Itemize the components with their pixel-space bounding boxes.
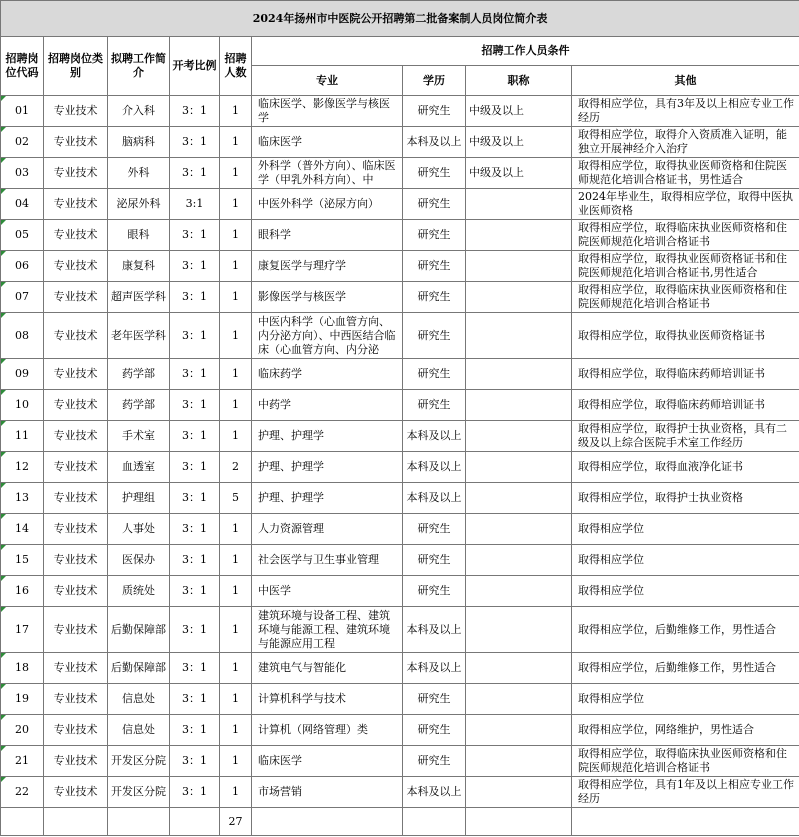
cell-dept: 人事处 [108,514,170,545]
table-row [1,514,799,545]
cell-dept: 泌尿外科 [108,189,170,220]
cell-dept: 开发区分院 [108,777,170,808]
cell-dept: 超声医学科 [108,282,170,313]
cell-other-text: 取得相应学位，取得临床执业医师资格和住院医师规范化培训合格证书 [578,747,787,774]
cell-edu: 本科及以上 [403,653,466,684]
cell-other-text: 取得相应学位，取得护士执业资格 [578,491,743,504]
cell-category: 专业技术 [44,189,108,220]
cell-other [572,483,799,514]
cell-count: 1 [220,715,252,746]
cell-title: 中级及以上 [466,158,572,189]
cell-code: 19 [1,684,44,715]
cell-edu: 研究生 [403,545,466,576]
cell-dept: 药学部 [108,390,170,421]
cell-dept: 护理组 [108,483,170,514]
cell-other-text: 取得相应学位，取得临床药师培训证书 [578,367,765,380]
cell-category: 专业技术 [44,452,108,483]
cell-major-text: 计算机（网络管理）类 [258,723,368,736]
table-row [1,607,799,653]
cell-major [252,653,403,684]
cell-category: 专业技术 [44,359,108,390]
cell-other [572,607,799,653]
cell-major-text: 临床药学 [258,367,302,380]
cell-ratio: 3：1 [170,251,220,282]
cell-other [572,282,799,313]
total-count: 27 [220,808,252,836]
cell-major-text: 中医内科学（心血管方向、内分泌方向）、中西医结合临床（心血管方向、内分泌 [258,314,396,356]
cell-title [466,220,572,251]
cell-major [252,359,403,390]
cell-major-text: 康复医学与理疗学 [258,259,346,272]
cell-category: 专业技术 [44,251,108,282]
cell-title [466,390,572,421]
cell-category: 专业技术 [44,746,108,777]
cell-category: 专业技术 [44,127,108,158]
cell-ratio: 3：1 [170,746,220,777]
cell-category: 专业技术 [44,715,108,746]
cell-title [466,282,572,313]
cell-edu: 研究生 [403,251,466,282]
cell-dept: 信息处 [108,715,170,746]
total-row [1,808,799,836]
cell-code: 16 [1,576,44,607]
cell-other-text: 取得相应学位，取得血液净化证书 [578,460,743,473]
total-empty [572,808,799,836]
cell-major [252,189,403,220]
cell-count: 1 [220,684,252,715]
cell-major [252,545,403,576]
cell-category: 专业技术 [44,607,108,653]
cell-dept: 老年医学科 [108,313,170,359]
cell-other [572,189,799,220]
cell-dept: 后勤保障部 [108,653,170,684]
total-empty [108,808,170,836]
cell-count: 1 [220,421,252,452]
cell-other [572,653,799,684]
cell-edu: 研究生 [403,576,466,607]
cell-count: 1 [220,514,252,545]
cell-major-text: 建筑环境与设备工程、建筑环境与能源工程、建筑环境与能源应用工程 [258,608,390,650]
cell-code: 21 [1,746,44,777]
cell-edu: 研究生 [403,390,466,421]
cell-major [252,282,403,313]
cell-major [252,158,403,189]
cell-code: 17 [1,607,44,653]
cell-dept: 药学部 [108,359,170,390]
cell-edu: 研究生 [403,158,466,189]
cell-other [572,127,799,158]
cell-code: 10 [1,390,44,421]
cell-edu: 本科及以上 [403,777,466,808]
cell-major-text: 外科学（普外方向）、临床医学（甲乳外科方向）、中 [258,159,396,186]
cell-edu: 研究生 [403,282,466,313]
cell-category: 专业技术 [44,421,108,452]
cell-code: 18 [1,653,44,684]
header-title: 职称 [466,66,572,96]
cell-other [572,421,799,452]
total-empty [403,808,466,836]
cell-other-text: 取得相应学位，取得护士执业资格，具有二级及以上综合医院手术室工作经历 [578,422,787,449]
cell-other [572,545,799,576]
cell-other-text: 取得相应学位，取得临床执业医师资格和住院医师规范化培训合格证书 [578,221,787,248]
cell-title [466,421,572,452]
cell-other-text: 取得相应学位，网络维护，男性适合 [578,723,754,736]
cell-dept: 血透室 [108,452,170,483]
cell-code: 15 [1,545,44,576]
cell-category: 专业技术 [44,390,108,421]
cell-dept: 后勤保障部 [108,607,170,653]
page-title: 2024年扬州市中医院公开招聘第二批备案制人员岗位简介表 [1,1,799,37]
cell-count: 1 [220,220,252,251]
cell-other-text: 取得相应学位，取得介入资质准入证明，能独立开展神经介入治疗 [578,128,787,155]
cell-edu: 本科及以上 [403,421,466,452]
cell-edu: 研究生 [403,514,466,545]
cell-title [466,251,572,282]
cell-major [252,313,403,359]
cell-category: 专业技术 [44,684,108,715]
cell-title [466,359,572,390]
header-code: 招聘岗位代码 [1,37,44,96]
cell-other-text: 2024年毕业生，取得相应学位，取得中医执业医师资格 [578,190,793,217]
cell-other [572,359,799,390]
cell-other-text: 取得相应学位，具有3年及以上相应专业工作经历 [578,97,794,124]
cell-code: 05 [1,220,44,251]
table-row [1,189,799,220]
cell-title [466,777,572,808]
table-body [1,96,799,808]
header-conditions: 招聘工作人员条件 [252,37,799,66]
cell-major [252,483,403,514]
cell-category: 专业技术 [44,158,108,189]
cell-category: 专业技术 [44,483,108,514]
table-row [1,390,799,421]
cell-count: 1 [220,653,252,684]
cell-edu: 研究生 [403,684,466,715]
cell-major [252,777,403,808]
cell-code: 11 [1,421,44,452]
cell-category: 专业技术 [44,777,108,808]
cell-major [252,746,403,777]
table-row [1,545,799,576]
header-edu: 学历 [403,66,466,96]
cell-code: 22 [1,777,44,808]
table-row [1,746,799,777]
cell-category: 专业技术 [44,282,108,313]
cell-other [572,390,799,421]
cell-count: 1 [220,158,252,189]
cell-code: 02 [1,127,44,158]
table-row [1,220,799,251]
header-dept: 拟聘工作简介 [108,37,170,96]
cell-major [252,127,403,158]
cell-ratio: 3：1 [170,483,220,514]
cell-count: 5 [220,483,252,514]
cell-category: 专业技术 [44,514,108,545]
cell-major-text: 护理、护理学 [258,491,324,504]
cell-title [466,483,572,514]
cell-title [466,715,572,746]
cell-code: 13 [1,483,44,514]
cell-other [572,452,799,483]
cell-other-text: 取得相应学位，具有1年及以上相应专业工作经历 [578,778,794,805]
cell-other [572,313,799,359]
table-row [1,777,799,808]
cell-ratio: 3：1 [170,359,220,390]
cell-code: 08 [1,313,44,359]
cell-ratio: 3：1 [170,452,220,483]
cell-major [252,576,403,607]
cell-other [572,251,799,282]
cell-other-text: 取得相应学位，取得执业医师资格证书和住院医师规范化培训合格证书,男性适合 [578,252,787,279]
cell-major [252,715,403,746]
cell-dept: 脑病科 [108,127,170,158]
cell-edu: 研究生 [403,715,466,746]
cell-major-text: 计算机科学与技术 [258,692,346,705]
cell-edu: 本科及以上 [403,452,466,483]
cell-category: 专业技术 [44,220,108,251]
cell-count: 1 [220,127,252,158]
cell-edu: 本科及以上 [403,607,466,653]
cell-ratio: 3：1 [170,684,220,715]
cell-major [252,607,403,653]
cell-title [466,607,572,653]
cell-ratio: 3：1 [170,777,220,808]
total-empty [252,808,403,836]
cell-count: 1 [220,607,252,653]
cell-ratio: 3：1 [170,545,220,576]
cell-major-text: 影像医学与核医学 [258,290,346,303]
total-empty [44,808,108,836]
cell-major-text: 中医学 [258,584,291,597]
cell-ratio: 3：1 [170,576,220,607]
cell-code: 04 [1,189,44,220]
cell-code: 03 [1,158,44,189]
cell-dept: 康复科 [108,251,170,282]
table-row [1,653,799,684]
cell-code: 14 [1,514,44,545]
cell-title [466,452,572,483]
table-row [1,421,799,452]
cell-ratio: 3：1 [170,282,220,313]
cell-count: 1 [220,390,252,421]
cell-title [466,313,572,359]
cell-major [252,390,403,421]
total-empty [170,808,220,836]
cell-code: 09 [1,359,44,390]
cell-major-text: 中药学 [258,398,291,411]
cell-count: 1 [220,282,252,313]
cell-dept: 医保办 [108,545,170,576]
cell-major-text: 临床医学 [258,754,302,767]
cell-title [466,514,572,545]
cell-ratio: 3：1 [170,514,220,545]
cell-title [466,576,572,607]
cell-major-text: 建筑电气与智能化 [258,661,346,674]
cell-count: 1 [220,576,252,607]
cell-dept: 手术室 [108,421,170,452]
cell-major-text: 社会医学与卫生事业管理 [258,553,379,566]
table-row [1,576,799,607]
cell-count: 1 [220,545,252,576]
table-row [1,715,799,746]
cell-other [572,777,799,808]
cell-major [252,514,403,545]
table-row [1,127,799,158]
cell-edu: 研究生 [403,220,466,251]
cell-category: 专业技术 [44,653,108,684]
cell-ratio: 3：1 [170,715,220,746]
cell-title [466,653,572,684]
cell-count: 1 [220,251,252,282]
cell-count: 1 [220,777,252,808]
header-major: 专业 [252,66,403,96]
cell-major-text: 人力资源管理 [258,522,324,535]
cell-dept: 眼科 [108,220,170,251]
cell-other-text: 取得相应学位，取得临床执业医师资格和住院医师规范化培训合格证书 [578,283,787,310]
cell-ratio: 3：1 [170,220,220,251]
header-category: 招聘岗位类别 [44,37,108,96]
table-row [1,251,799,282]
cell-edu: 研究生 [403,359,466,390]
header-other: 其他 [572,66,799,96]
cell-count: 1 [220,746,252,777]
cell-other-text: 取得相应学位，后勤维修工作，男性适合 [578,622,776,636]
cell-major [252,251,403,282]
cell-major [252,220,403,251]
cell-ratio: 3：1 [170,96,220,127]
cell-title [466,189,572,220]
total-empty [1,808,44,836]
cell-ratio: 3：1 [170,390,220,421]
cell-major-text: 临床医学、影像医学与核医学 [258,97,390,124]
cell-title: 中级及以上 [466,96,572,127]
total-empty [466,808,572,836]
cell-title [466,746,572,777]
cell-other [572,715,799,746]
cell-title [466,545,572,576]
cell-other-text: 取得相应学位 [578,522,644,535]
table-row [1,313,799,359]
cell-other [572,684,799,715]
cell-count: 1 [220,359,252,390]
cell-title [466,684,572,715]
cell-other-text: 取得相应学位，取得临床药师培训证书 [578,398,765,411]
cell-major [252,452,403,483]
cell-code: 07 [1,282,44,313]
table-row [1,282,799,313]
header-ratio: 开考比例 [170,37,220,96]
cell-edu: 研究生 [403,189,466,220]
cell-major-text: 市场营销 [258,785,302,798]
cell-dept: 介入科 [108,96,170,127]
cell-major-text: 护理、护理学 [258,429,324,442]
cell-edu: 研究生 [403,313,466,359]
cell-title: 中级及以上 [466,127,572,158]
cell-other [572,576,799,607]
cell-code: 01 [1,96,44,127]
cell-ratio: 3：1 [170,607,220,653]
table-row [1,359,799,390]
cell-major-text: 中医外科学（泌尿方向） [258,197,379,210]
cell-other-text: 取得相应学位，取得执业医师资格证书 [578,328,765,342]
cell-dept: 质统处 [108,576,170,607]
cell-other-text: 取得相应学位 [578,692,644,705]
cell-code: 12 [1,452,44,483]
cell-count: 1 [220,313,252,359]
cell-count: 2 [220,452,252,483]
cell-other [572,158,799,189]
cell-other [572,220,799,251]
cell-dept: 开发区分院 [108,746,170,777]
cell-edu: 研究生 [403,96,466,127]
cell-other-text: 取得相应学位，后勤维修工作，男性适合 [578,661,776,674]
table-row [1,452,799,483]
cell-dept: 外科 [108,158,170,189]
cell-other-text: 取得相应学位，取得执业医师资格和住院医师规范化培训合格证书，男性适合 [578,159,787,186]
table-row [1,96,799,127]
cell-category: 专业技术 [44,545,108,576]
table-row [1,684,799,715]
cell-other-text: 取得相应学位 [578,553,644,566]
cell-edu: 研究生 [403,746,466,777]
cell-major-text: 护理、护理学 [258,460,324,473]
cell-category: 专业技术 [44,313,108,359]
cell-edu: 本科及以上 [403,483,466,514]
header-count: 招聘人数 [220,37,252,96]
cell-ratio: 3：1 [170,158,220,189]
cell-major [252,96,403,127]
table-row [1,483,799,514]
cell-dept: 信息处 [108,684,170,715]
cell-other-text: 取得相应学位 [578,584,644,597]
cell-ratio: 3：1 [170,313,220,359]
cell-major-text: 临床医学 [258,135,302,148]
cell-other [572,514,799,545]
cell-code: 06 [1,251,44,282]
cell-edu: 本科及以上 [403,127,466,158]
cell-other [572,96,799,127]
table-row [1,158,799,189]
cell-code: 20 [1,715,44,746]
cell-ratio: 3：1 [170,653,220,684]
cell-ratio: 3：1 [170,127,220,158]
cell-major-text: 眼科学 [258,228,291,241]
cell-major [252,684,403,715]
cell-count: 1 [220,96,252,127]
cell-ratio: 3:1 [170,189,220,220]
cell-category: 专业技术 [44,96,108,127]
cell-major [252,421,403,452]
cell-ratio: 3：1 [170,421,220,452]
cell-count: 1 [220,189,252,220]
cell-category: 专业技术 [44,576,108,607]
cell-other [572,746,799,777]
